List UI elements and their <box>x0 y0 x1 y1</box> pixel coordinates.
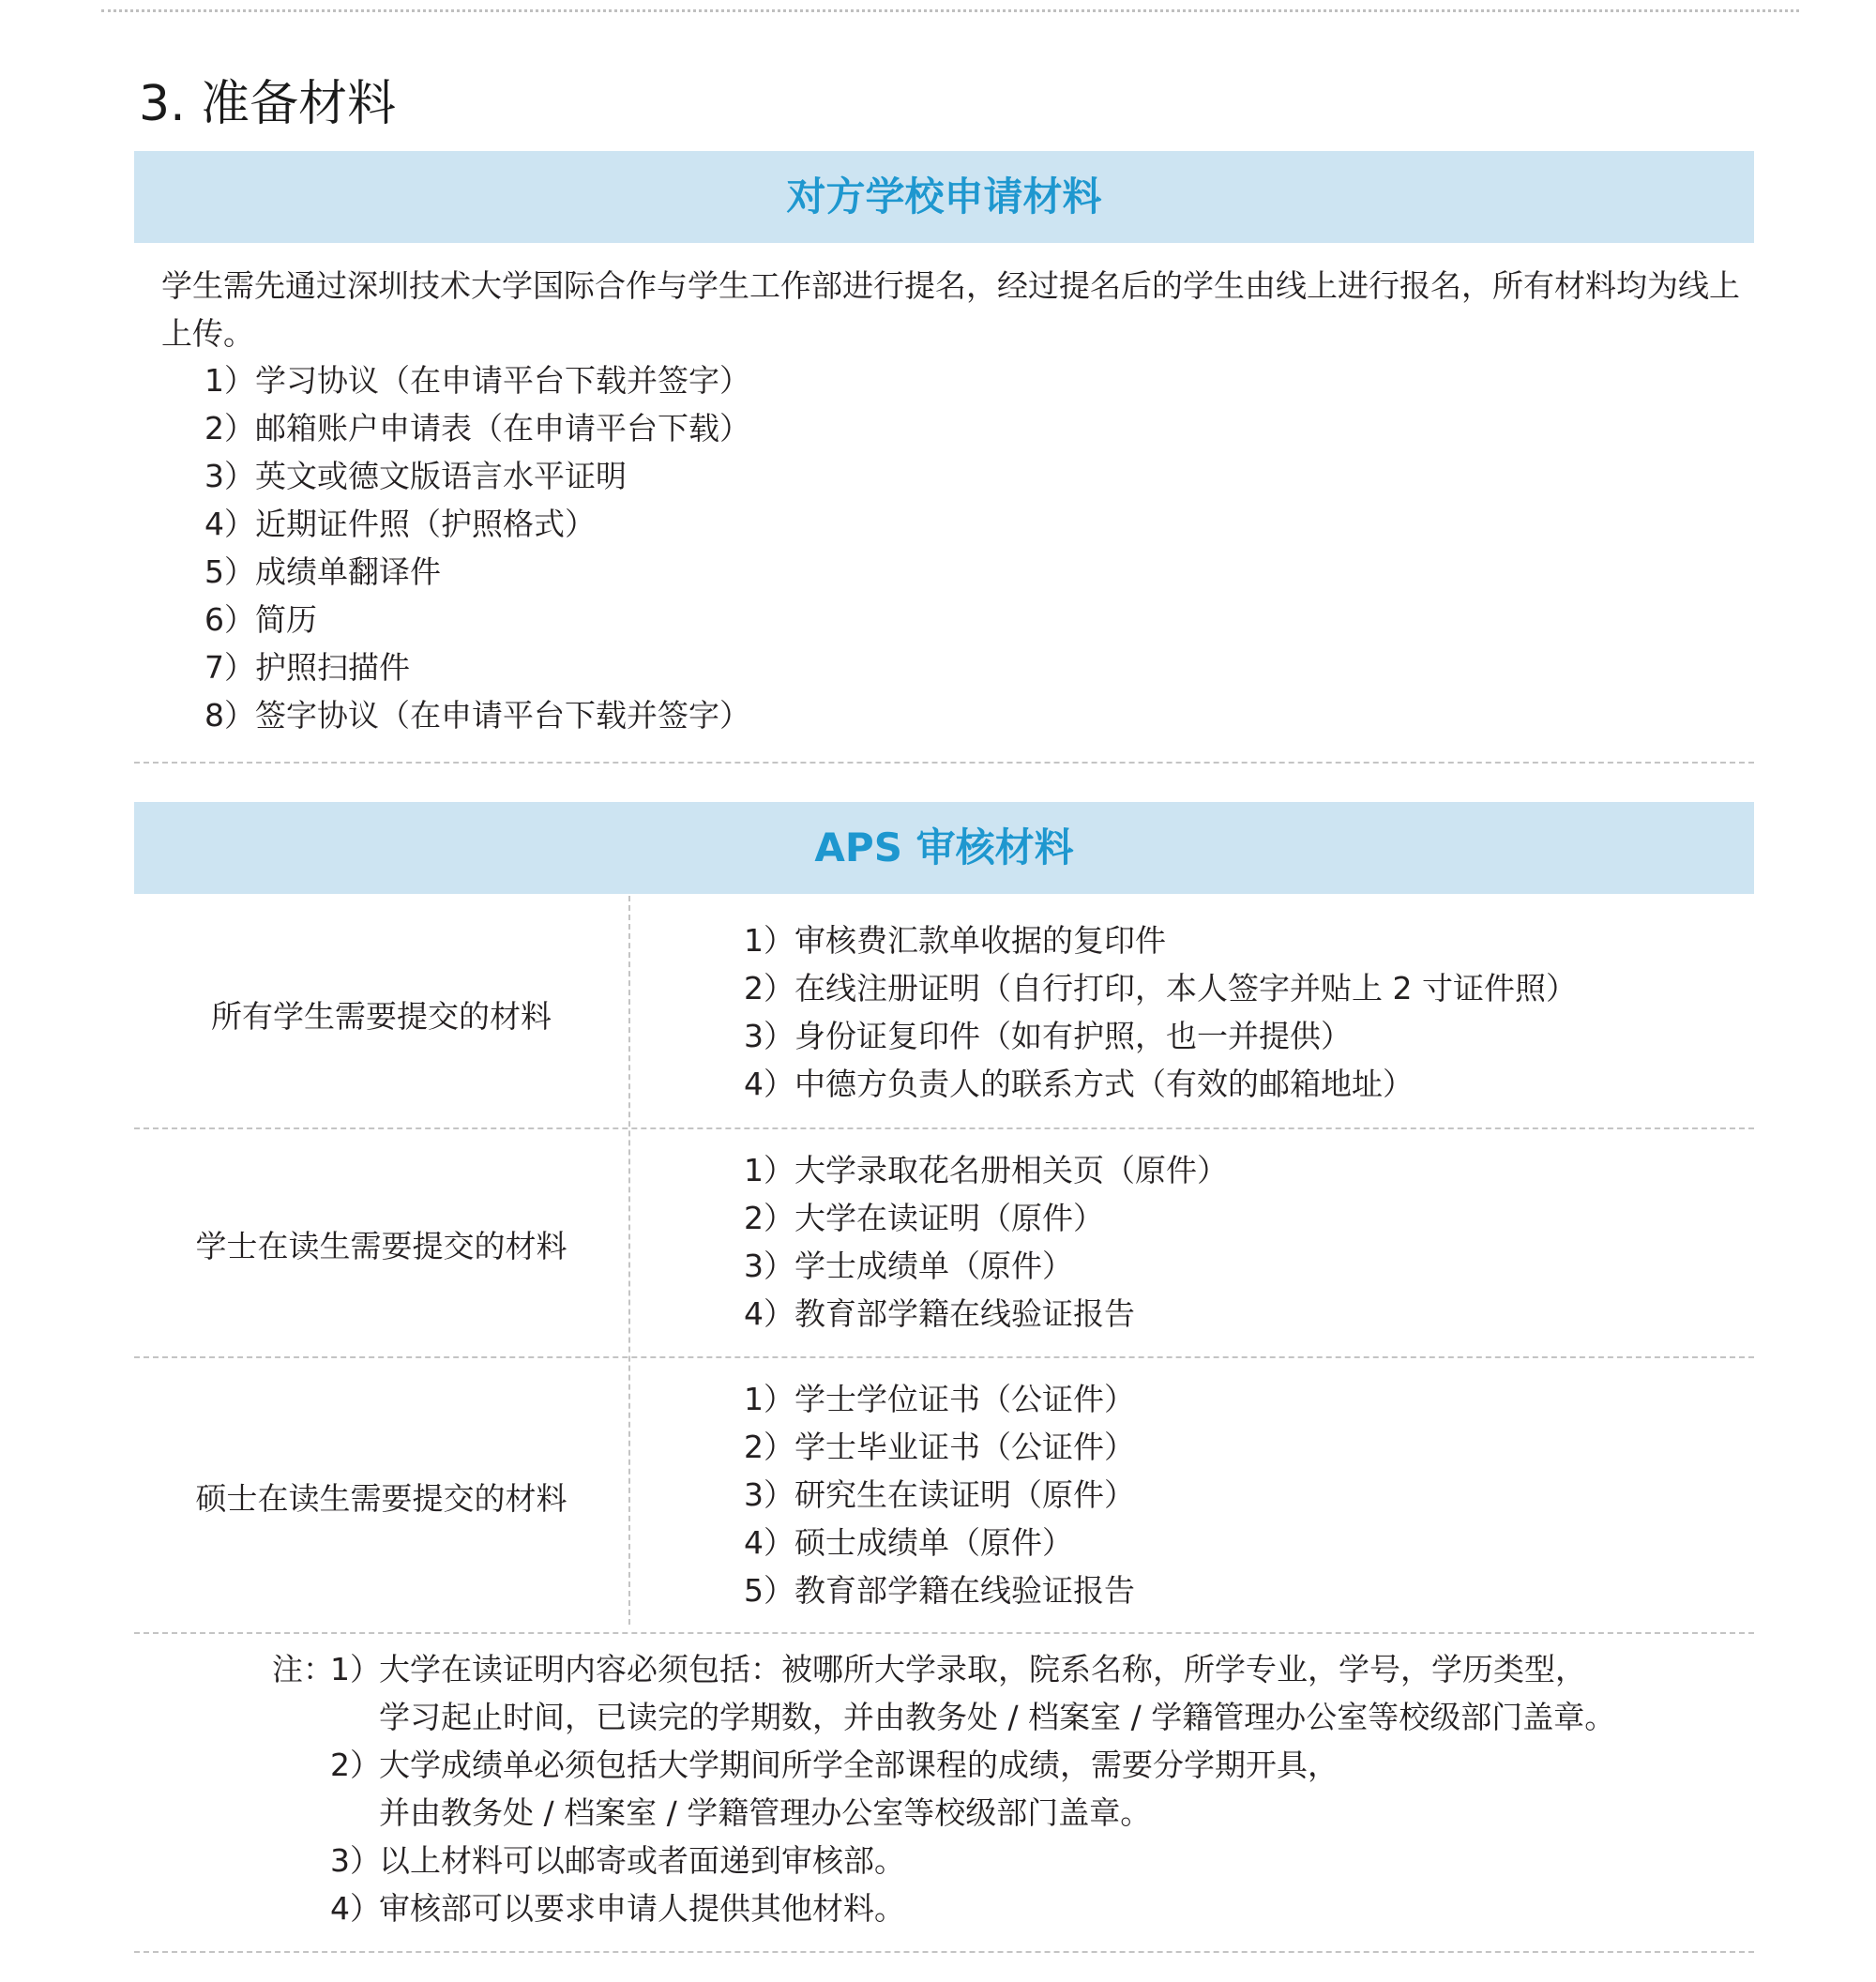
school-materials-header: 对方学校申请材料 <box>134 151 1754 243</box>
aps-row-label-all-students: 所有学生需要提交的材料 <box>211 998 552 1035</box>
note-line <box>272 1837 1615 1884</box>
note-text: 并由教务处 / 档案室 / 学籍管理办公室等校级部门盖章。 <box>379 1794 1152 1831</box>
table-row-divider <box>134 1356 1754 1358</box>
aps-row-items-bachelor <box>744 1146 1228 1338</box>
aps-row-label-bachelor: 学士在读生需要提交的材料 <box>195 1228 567 1264</box>
list-item: 5）成绩单翻译件 <box>204 553 441 590</box>
list-item: 3）英文或德文版语言水平证明 <box>204 458 627 494</box>
list-item: 1）大学录取花名册相关页（原件） <box>744 1152 1228 1188</box>
school-materials-intro: 学生需先通过深圳技术大学国际合作与学生工作部进行提名，经过提名后的学生由线上进行报名，所有材料均为线上上传。 <box>161 267 1740 352</box>
section-title: 3. 准备材料 <box>139 76 397 132</box>
note-text: 审核部可以要求申请人提供其他材料。 <box>379 1890 905 1927</box>
list-item: 2）在线注册证明（自行打印，本人签字并贴上 2 寸证件照） <box>744 970 1577 1006</box>
aps-row-label-master: 硕士在读生需要提交的材料 <box>195 1480 567 1517</box>
section-divider <box>134 762 1754 764</box>
list-item: 2）学士毕业证书（公证件） <box>744 1429 1135 1465</box>
note-line <box>272 1884 1615 1932</box>
aps-materials-header: APS 审核材料 <box>134 802 1754 894</box>
list-item: 4）教育部学籍在线验证报告 <box>744 1295 1135 1332</box>
aps-row-items-master <box>744 1375 1135 1614</box>
note-line <box>272 1789 1615 1837</box>
note-number: 3） <box>330 1842 381 1879</box>
notes-prefix: 注： <box>272 1651 334 1687</box>
table-bottom-divider <box>134 1632 1754 1634</box>
note-line <box>272 1741 1615 1789</box>
table-row-divider <box>134 1127 1754 1129</box>
list-item: 3）身份证复印件（如有护照，也一并提供） <box>744 1018 1352 1054</box>
list-item: 2）大学在读证明（原件） <box>744 1200 1104 1236</box>
list-item: 1）学士学位证书（公证件） <box>744 1381 1135 1417</box>
note-text: 以上材料可以邮寄或者面递到审核部。 <box>379 1842 905 1879</box>
list-item: 6）简历 <box>204 601 317 638</box>
list-item: 7）护照扫描件 <box>204 649 410 686</box>
list-item: 4）硕士成绩单（原件） <box>744 1524 1073 1561</box>
table-column-divider <box>628 896 630 1625</box>
list-item: 1）学习协议（在申请平台下载并签字） <box>204 362 750 399</box>
list-item: 3）学士成绩单（原件） <box>744 1248 1073 1284</box>
top-dotted-rule <box>101 9 1799 12</box>
note-text: 学习起止时间，已读完的学期数，并由教务处 / 档案室 / 学籍管理办公室等校级部门盖章。 <box>379 1699 1616 1735</box>
bottom-dashed-rule <box>134 1951 1754 1953</box>
note-line <box>272 1645 1615 1693</box>
school-materials-list <box>204 356 750 739</box>
note-text: 大学成绩单必须包括大学期间所学全部课程的成绩，需要分学期开具， <box>379 1747 1339 1783</box>
note-number: 1） <box>330 1651 381 1687</box>
list-item: 4）近期证件照（护照格式） <box>204 506 596 542</box>
list-item: 1）审核费汇款单收据的复印件 <box>744 922 1166 959</box>
list-item: 8）签字协议（在申请平台下载并签字） <box>204 697 750 734</box>
note-text: 大学在读证明内容必须包括：被哪所大学录取，院系名称，所学专业，学号，学历类型， <box>379 1651 1586 1687</box>
note-number: 2） <box>330 1747 381 1783</box>
note-line <box>272 1693 1615 1741</box>
list-item: 4）中德方负责人的联系方式（有效的邮箱地址） <box>744 1066 1414 1102</box>
list-item: 2）邮箱账户申请表（在申请平台下载） <box>204 410 750 446</box>
note-number: 4） <box>330 1890 381 1927</box>
list-item: 3）研究生在读证明（原件） <box>744 1476 1135 1513</box>
list-item: 5）教育部学籍在线验证报告 <box>744 1572 1135 1609</box>
notes-block <box>272 1645 1615 1932</box>
aps-row-items-all-students <box>744 916 1577 1108</box>
